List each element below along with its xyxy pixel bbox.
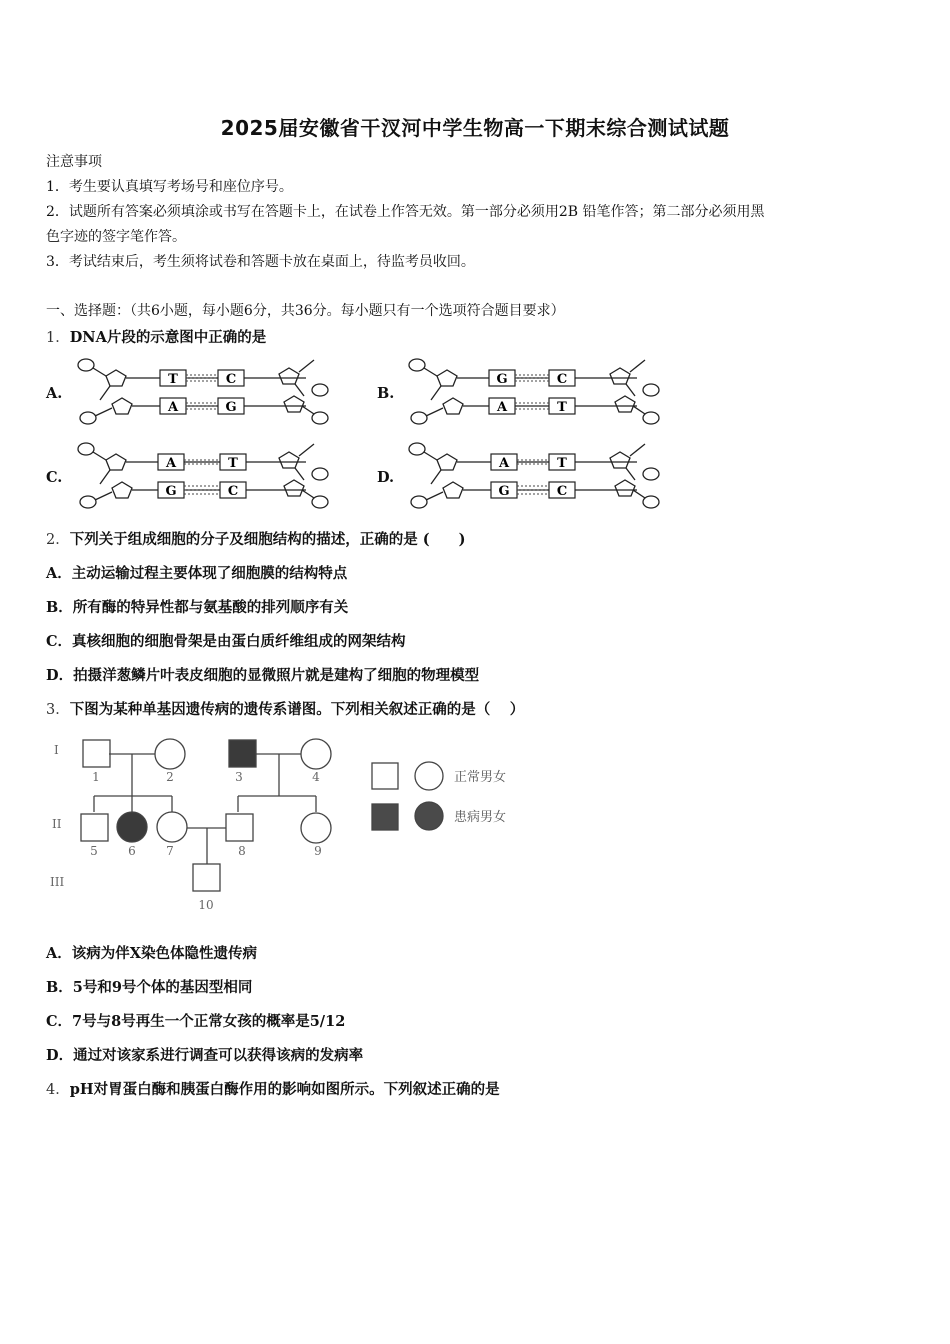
individual-number-7: 7 <box>166 844 174 858</box>
legend-affected-female-icon <box>415 802 443 830</box>
question-1 <box>46 326 266 347</box>
individual-number-9: 9 <box>314 844 322 858</box>
individual-2-normal-female <box>155 739 185 769</box>
individual-number-4: 4 <box>312 770 320 784</box>
notice-item-2-cont: 色字迹的签字笔作答。 <box>46 229 186 245</box>
legend-affected-male-icon <box>372 804 398 830</box>
q2-option-c: C．真核细胞的细胞骨架是由蛋白质纤维组成的网架结构 <box>46 633 406 650</box>
question-number: 4． <box>46 1082 70 1098</box>
base-d-top-left: A <box>498 456 510 471</box>
notice-item-3: 3．考试结束后，考生须将试卷和答题卡放在桌面上，待监考员收回。 <box>46 254 475 270</box>
page-title: 2025届安徽省干汊河中学生物高一下期末综合测试试题 <box>220 116 730 140</box>
individual-number-6: 6 <box>128 844 136 858</box>
individual-10-normal-male <box>193 864 220 891</box>
base-a-bottom-left: A <box>167 400 179 415</box>
question-number: 1． <box>46 330 70 346</box>
base-a-top-right: C <box>225 372 237 387</box>
section-heading: 一、选择题：（共6小题，每小题6分，共36分。每小题只有一个选项符合题目要求） <box>46 303 565 319</box>
base-a-top-left: T <box>168 372 178 387</box>
legend-normal-male-icon <box>372 763 398 789</box>
q2-option-a: A．主动运输过程主要体现了细胞膜的结构特点 <box>46 565 348 582</box>
q2-option-d: D．拍摄洋葱鳞片叶表皮细胞的显微照片就是建构了细胞的物理模型 <box>46 667 480 684</box>
individual-number-10: 10 <box>198 898 214 912</box>
q3-option-a: A．该病为伴X染色体隐性遗传病 <box>46 945 257 962</box>
question-stem: 下列关于组成细胞的分子及细胞结构的描述，正确的是 ( ) <box>69 531 466 548</box>
q2-option-b: B．所有酶的特异性都与氨基酸的排列顺序有关 <box>46 599 349 616</box>
base-b-bottom-left: A <box>496 400 508 415</box>
question-stem: 下图为某种单基因遗传病的遗传系谱图。下列相关叙述正确的是（ ） <box>69 701 525 718</box>
dna-diagram-c <box>74 440 334 512</box>
individual-number-3: 3 <box>235 770 243 784</box>
question-stem: DNA片段的示意图中正确的是 <box>69 329 267 346</box>
question-number: 2． <box>46 532 70 548</box>
question-3 <box>46 698 524 719</box>
base-d-bottom-left: G <box>498 484 510 499</box>
individual-4-normal-female <box>301 739 331 769</box>
individual-7-normal-female <box>157 812 187 842</box>
notice-heading: 注意事项 <box>46 154 102 170</box>
base-b-top-right: C <box>556 372 568 387</box>
q1-option-b-label: B. <box>377 385 395 402</box>
base-a-bottom-right: G <box>225 400 237 415</box>
q3-option-c: C．7号与8号再生一个正常女孩的概率是5/12 <box>46 1013 346 1030</box>
individual-number-5: 5 <box>90 844 98 858</box>
legend-normal-label: 正常男女 <box>454 770 507 785</box>
q1-option-c-label: C. <box>46 469 63 486</box>
individual-number-2: 2 <box>166 770 174 784</box>
generation-label-i: I <box>54 743 59 757</box>
generation-label-iii: III <box>50 875 65 889</box>
individual-8-normal-male <box>226 814 253 841</box>
legend-affected-label: 患病男女 <box>454 810 507 825</box>
q1-option-a-label: A. <box>46 385 63 402</box>
question-2 <box>46 528 466 549</box>
q3-option-d: D．通过对该家系进行调查可以获得该病的发病率 <box>46 1047 364 1064</box>
base-c-bottom-left: G <box>165 484 177 499</box>
question-4 <box>46 1078 500 1099</box>
dna-diagram-b <box>405 356 665 428</box>
q3-option-b: B．5号和9号个体的基因型相同 <box>46 979 253 996</box>
individual-number-8: 8 <box>238 844 246 858</box>
dna-diagram-a <box>74 356 334 428</box>
base-c-top-left: A <box>165 456 177 471</box>
base-c-bottom-right: C <box>227 484 239 499</box>
individual-6-affected-female <box>117 812 147 842</box>
pedigree-chart <box>46 734 546 916</box>
individual-1-normal-male <box>83 740 110 767</box>
base-b-bottom-right: T <box>557 400 567 415</box>
base-b-top-left: G <box>496 372 508 387</box>
notice-item-2: 2．试题所有答案必须填涂或书写在答题卡上，在试卷上作答无效。第一部分必须用2B 铅笔作答；第二部分必须用黑 <box>46 204 765 220</box>
individual-3-affected-male <box>229 740 256 767</box>
individual-number-1: 1 <box>92 770 100 784</box>
notice-item-1: 1．考生要认真填写考场号和座位序号。 <box>46 179 293 195</box>
question-stem: pH对胃蛋白酶和胰蛋白酶作用的影响如图所示。下列叙述正确的是 <box>69 1081 500 1098</box>
individual-5-normal-male <box>81 814 108 841</box>
base-d-bottom-right: C <box>556 484 568 499</box>
q1-option-d-label: D. <box>377 469 395 486</box>
question-number: 3． <box>46 702 70 718</box>
base-d-top-right: T <box>557 456 567 471</box>
legend-normal-female-icon <box>415 762 443 790</box>
generation-label-ii: II <box>52 817 62 831</box>
dna-diagram-d <box>405 440 665 512</box>
base-c-top-right: T <box>228 456 238 471</box>
individual-9-normal-female <box>301 813 331 843</box>
